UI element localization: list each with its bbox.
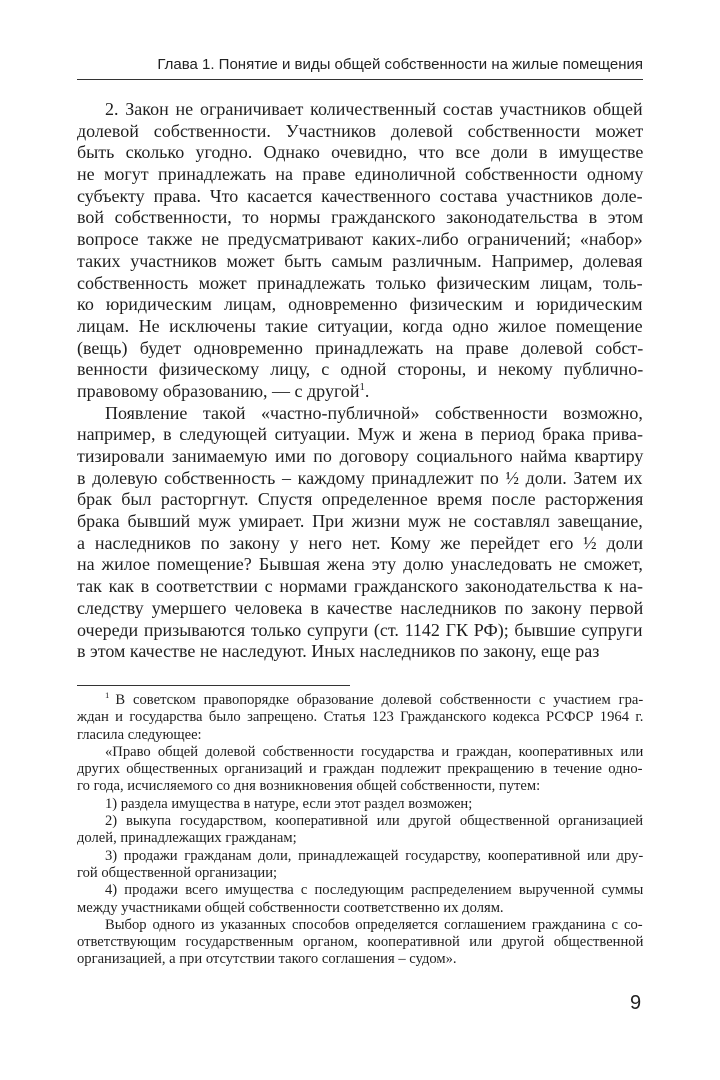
footnote-line <box>77 796 643 813</box>
text-line-text: ко юридическим лицам, одновременно физическим и юридическим <box>77 294 643 315</box>
footnote-number: 1 <box>105 690 110 701</box>
footnote-line <box>77 727 643 744</box>
text-line-text: в этом качестве не наследуют. Иных наследников по закону, еще раз <box>77 641 600 662</box>
text-line-text: долевой собственности. Участников долевой собственности может <box>77 120 644 141</box>
text-line <box>77 554 643 576</box>
text-line <box>77 99 643 121</box>
footnote-line <box>77 848 643 865</box>
text-line <box>77 207 643 229</box>
footnote-line-text: 4) продажи всего имущества с последующим распределением вырученной суммы <box>105 882 644 899</box>
footnote-ref[interactable]: 1 <box>359 380 365 393</box>
text-line-text: быть сколько угодно. Однако очевидно, что все доли в имуществе <box>77 142 644 163</box>
text-line-text: так как в соответствии с нормами гражданского законодательства к на- <box>77 576 643 597</box>
footnote-line-text: гласила следующее: <box>77 726 202 743</box>
text-line <box>77 446 643 468</box>
text-line <box>77 294 643 316</box>
text-line <box>77 576 643 598</box>
text-line-text: вопросе также не предусматривают каких-либо ограничений; «набор» <box>77 229 643 250</box>
footnote-line <box>77 951 643 968</box>
footnote-line-text: го года, исчисляемого со дня возникновения общей собственности, путем: <box>77 778 541 795</box>
text-line <box>77 359 643 381</box>
text-line-text: в долевую собственность – каждому принадлежит по ½ доли. Затем их <box>77 467 643 488</box>
text-line-text: на жилое помещение? Бывшая жена эту долю унаследовать не сможет, <box>77 554 643 575</box>
footnote-line <box>77 882 643 899</box>
text-line-text: (вещь) будет одновременно принадлежать на праве долевой собст- <box>77 337 644 358</box>
footnote-line-text: ждан и государства было запрещено. Статья 123 Гражданского кодекса РСФСР 1964 г. <box>77 709 644 726</box>
text-line-text: Появление такой «частно-публичной» собственности возможно, <box>105 402 643 423</box>
footnote-line <box>77 830 643 847</box>
text-line-text: собственность может принадлежать только физическим лицам, толь- <box>77 272 643 293</box>
footnote-line <box>77 692 643 709</box>
text-line: правовому образованию, — с другой$^1$. <box>77 380 370 401</box>
page-number: 9 <box>630 992 642 1014</box>
body-text <box>77 99 643 663</box>
text-line-text: правовому образованию, — с другой <box>77 380 360 401</box>
text-line <box>77 489 643 511</box>
text-line <box>77 598 643 620</box>
text-line-text: венности физическому лицу, с одной стороны, и некому публично- <box>77 359 644 380</box>
footnote-line-text: между участниками общей собственности соответственно их долям. <box>77 899 504 916</box>
text-line <box>77 164 643 186</box>
footnote-line <box>77 761 643 778</box>
text-line <box>77 186 643 208</box>
text-line-text: очереди призываются только супруги (ст. 1142 ГК РФ); бывшие супруги <box>77 619 643 640</box>
text-line-text: брака бывший муж умирает. При жизни муж не составлял завещание, <box>77 511 643 532</box>
footnote-line-text: Выбор одного из указанных способов определяется соглашением гражданина с со- <box>105 916 643 933</box>
text-line <box>77 251 643 273</box>
footnote-line-text: 1) раздела имущества в натуре, если этот раздел возможен; <box>105 795 473 812</box>
text-line-text: таких участников может быть самым различным. Например, долевая <box>77 250 643 271</box>
footnote-line-text: других общественных организаций и граждан подлежит прекращению в течение одно- <box>77 761 643 778</box>
text-line <box>77 316 643 338</box>
text-line-text: лицам. Не исключены такие ситуации, когда одно жилое помещение <box>77 315 643 336</box>
text-line-text: а наследников по закону у него нет. Кому же перейдет его ½ доли <box>77 532 644 553</box>
footnote-line <box>77 813 643 830</box>
footnote <box>77 692 643 969</box>
text-line <box>77 424 643 446</box>
text-line-text: не могут принадлежать на праве единоличной собственности одному <box>77 164 644 185</box>
text-line <box>77 121 643 143</box>
text-line <box>77 511 643 533</box>
footnote-line-text: гой общественной организации; <box>77 864 278 881</box>
footnote-line-text: 3) продажи гражданам доли, принадлежащей государству, кооперативной или дру- <box>105 847 644 864</box>
footnote-line-text: «Право общей долевой собственности государства и граждан, кооперативных или <box>105 743 644 760</box>
header-rule <box>77 79 643 80</box>
text-line <box>77 273 643 295</box>
text-line <box>77 620 643 642</box>
running-header: Глава 1. Понятие и виды общей собственности на жилые помещения <box>157 56 643 73</box>
footnote-line <box>77 900 643 917</box>
footnote-line <box>77 917 643 934</box>
text-line-text: тизировали занимаемую ими по договору социального найма квартиру <box>77 446 644 466</box>
footnote-line-text: ответствующим государственным органом, кооперативной или другой общественной <box>77 934 644 951</box>
text-line <box>77 338 643 360</box>
text-line-text: вой собственности, то нормы гражданского законодательства в этом <box>77 207 644 228</box>
text-line <box>77 403 643 425</box>
text-line-text: 2. Закон не ограничивает количественный состав участников общей <box>105 99 643 119</box>
footnote-line-text: организацией, а при отсутствии такого соглашения – судом». <box>77 951 457 968</box>
text-line-text: субъекту права. Что касается качественного состава участников доле- <box>77 185 643 206</box>
text-line <box>77 229 643 251</box>
footnote-line <box>77 934 643 951</box>
footnote-line <box>77 709 643 726</box>
text-line <box>77 533 643 555</box>
text-line <box>77 641 643 663</box>
footnote-line <box>77 865 643 882</box>
text-line-text: например, в следующей ситуации. Муж и жена в период брака прива- <box>77 424 643 445</box>
text-line-text: следству умершего человека в качестве наследников по закону первой <box>77 597 644 618</box>
footnote-line <box>77 778 643 795</box>
footnote-line <box>77 744 643 761</box>
footnote-line-text: В советском правопорядке образование долевой собственности с участием гра- <box>115 692 644 708</box>
text-line-text: брак был расторгнут. Спустя определенное время после расторжения <box>77 489 644 510</box>
text-line <box>77 468 643 490</box>
text-line <box>77 142 643 164</box>
footnote-line-text: долей, принадлежащих гражданам; <box>77 830 297 847</box>
footnote-rule <box>77 685 350 686</box>
footnote-line-text: 2) выкупа государством, кооперативной или другой общественной организацией <box>105 813 644 830</box>
